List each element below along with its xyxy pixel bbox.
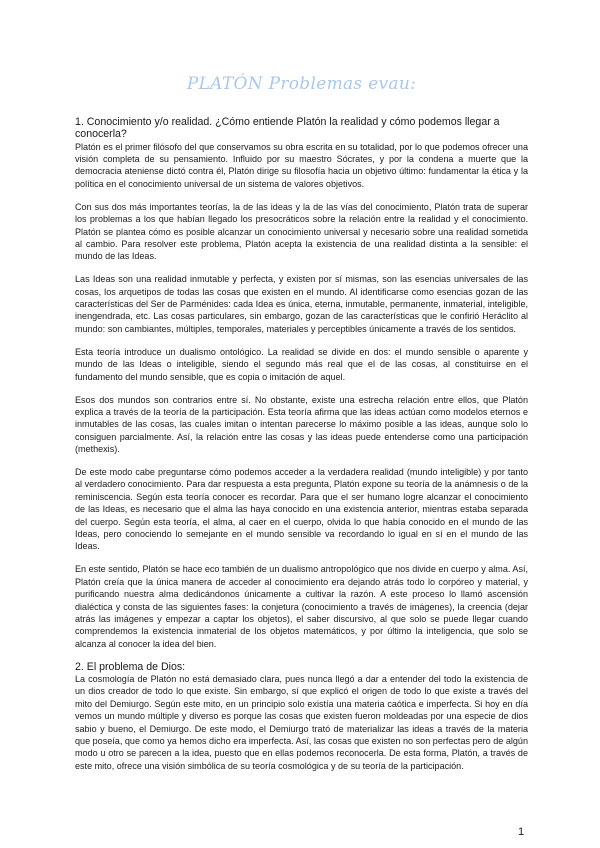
question-2-heading: 2. El problema de Dios: (75, 660, 186, 673)
paragraph-1: Platón es el primer filósofo del que conservamos su obra escrita en su totalidad, por lo que podemos ofrecer una visión completa de su pensamiento. Influido por su maestro Sócrates, y por la condena a muerte que la democracia ateniense dictó contra él, Platón dirige su filosofía hacia un objetivo último: fundamentar la ética y la política en el conocimiento universal de un sistema de valores objetivos. (75, 141, 528, 189)
paragraph-3: Las Ideas son una realidad inmutable y perfecta, y existen por sí mismas, son las esencias universales de las cosas, los arquetipos de todas las cosas que existen en el mundo. Al identificarse como esencias gozan de las características del Ser de Parménides: cada Idea es única, eterna, inmutable, permanente, inmaterial, inteligible, inengendrada, etc. Las cosas particulares, sin embargo, gozan de las características que le confirió Heráclito al mundo: son cambiantes, múltiples, temporales, materiales y perceptibles únicamente a través de los sentidos. (75, 274, 528, 334)
paragraph-8: La cosmología de Platón no está demasiado clara, pues nunca llegó a dar a entender del todo la existencia de un dios creador de todo lo que existe. Sin embargo, sí que explicó el origen de todo lo que existe a través del mito del Demiurgo. Según este mito, en un principio solo existía una materia caótica e imperfecta. Si hoy en día vemos un mundo múltiple y diverso es porque las cosas que existen fueron moldeadas por una especie de dios sabio y bueno, el Demiurgo. De este modo, el Demiurgo trató de materializar las ideas a través de la materia que poseía, que como ya hemos dicho era imperfecta. Así, las cosas que existen no son perfectas pero de algún modo u otro se parecen a la idea, puesto que en ellas podemos reconocerla. De esta forma, Platón, a través de este mito, ofrece una visión simbólica de su teoría cosmológica y de su teoría de la participación. (75, 674, 528, 771)
paragraph-6: De este modo cabe preguntarse cómo podemos acceder a la verdadera realidad (mundo inteligible) y por tanto al verdadero conocimiento. Para dar respuesta a esta pregunta, Platón expone su teoría de la anámnesis o de la reminiscencia. Según esta teoría conocer es recordar. Para que el ser humano logre alcanzar el conocimiento de las Ideas, es necesario que el alma las haya conocido en una existencia anterior, mientras estaba separada del cuerpo. Según esta teoría, el alma, al caer en el cuerpo, olvida lo que había conocido en el mundo de las Ideas, pero conociendo lo semejante en el mundo sensible va recordando lo igual en sí en el mundo de las Ideas. (75, 467, 528, 552)
paragraph-2: Con sus dos más importantes teorías, la de las ideas y la de las vías del conocimiento, Platón trata de superar los problemas a los que habían llegado los presocráticos sobre la relación entre la realidad y el conocimiento. Platón se plantea cómo es posible alcanzar un conocimiento universal y necesario sobre una realidad sometida al cambio. Para resolver este problema, Platón acepta la existencia de una realidad distinta a la sensible: el mundo de las Ideas. (75, 201, 528, 262)
paragraph-7: En este sentido, Platón se hace eco también de un dualismo antropológico que nos divide en cuerpo y alma. Así, Platón creía que la única manera de acceder al conocimiento era dejando atrás todo lo corpóreo y material, y purificando nuestra alma dedicándonos únicamente a cultivar la razón. A este proceso lo llamó ascensión dialéctica y consta de las siguientes fases: la conjetura (conocimiento a través de imágenes), la creencia (dejar atrás las imágenes y empezar a captar los objetos), el saber discursivo, al que solo se puede llegar cuando comprendemos la existencia inmaterial de los objetos matemáticos, y por último la inteligencia, que solo se alcanza al conocer la idea del bien. (75, 564, 528, 649)
document-title: PLATÓN Problemas evau: (186, 74, 417, 94)
question-1-heading: 1. Conocimiento y/o realidad. ¿Cómo entiende Platón la realidad y cómo podemos llegar a conocerla? (75, 116, 500, 141)
paragraph-5: Esos dos mundos son contrarios entre sí. No obstante, existe una estrecha relación entre ellos, que Platón explica a través de la teoría de la participación. Esta teoría afirma que las ideas actúan como modelos eternos e inmutables de las cosas, las cuales imitan o intentan parecerse lo máximo posible a las ideas, aunque solo lo consiguen parcialmente. Así, la relación entre las cosas y las ideas puede entenderse como una participación (methexis). (75, 394, 528, 455)
page-number: 1 (518, 826, 525, 838)
paragraph-4: Esta teoría introduce un dualismo ontológico. La realidad se divide en dos: el mundo sensible o aparente y mundo de las Ideas o inteligible, siendo el segundo más real que el de las cosas, al constituirse en el fundamento del mundo sensible, que es copia o imitación de aquel. (75, 346, 528, 382)
